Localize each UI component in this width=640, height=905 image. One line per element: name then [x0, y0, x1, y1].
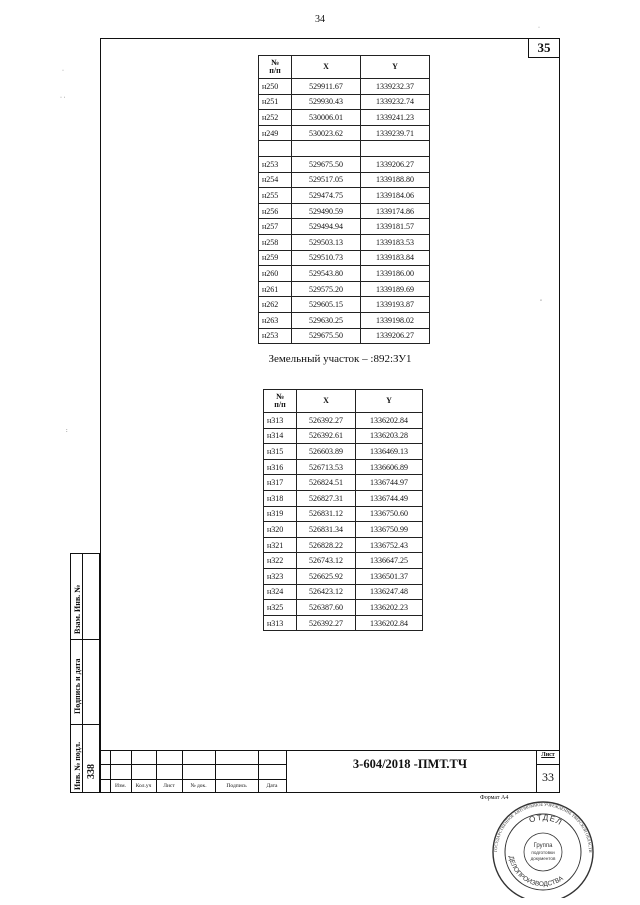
x-coordinate: 529675.50 [292, 328, 361, 344]
y-coordinate: 1339189.69 [361, 281, 430, 297]
stamp-center-line-1: Группа [533, 843, 553, 849]
point-number: н313 [264, 615, 297, 631]
table-row [259, 172, 430, 188]
x-coordinate: 529930.43 [292, 94, 361, 110]
header-x: X [297, 390, 356, 413]
y-coordinate: 1336744.97 [356, 475, 423, 491]
scan-speck: : [66, 428, 68, 434]
header-y: Y [356, 390, 423, 413]
table-row [264, 490, 423, 506]
table-header-row [264, 390, 423, 413]
x-coordinate: 529543.80 [292, 266, 361, 282]
point-number: н320 [264, 522, 297, 538]
table-row [264, 444, 423, 460]
point-number: н258 [259, 234, 292, 250]
table-row [264, 522, 423, 538]
x-coordinate: 526743.12 [297, 553, 356, 569]
y-coordinate: 1336750.60 [356, 506, 423, 522]
scan-speck: ◦ [540, 298, 543, 304]
y-coordinate: 1336501.37 [356, 568, 423, 584]
y-coordinate: 1339239.71 [361, 125, 430, 141]
vzam-inv-label: Взам. Инв. № [73, 584, 82, 634]
x-coordinate: 526423.12 [297, 584, 356, 600]
point-number: н260 [259, 266, 292, 282]
table-row [259, 281, 430, 297]
table-row [259, 125, 430, 141]
point-number: н324 [264, 584, 297, 600]
y-coordinate: 1339181.57 [361, 219, 430, 235]
y-coordinate: 1339184.06 [361, 188, 430, 204]
y-coordinate: 1336247.48 [356, 584, 423, 600]
point-number: н325 [264, 600, 297, 616]
point-number: н316 [264, 459, 297, 475]
table-row [259, 188, 430, 204]
y-coordinate [361, 141, 430, 157]
table-row [259, 234, 430, 250]
col-signature: Подпись [226, 783, 247, 789]
x-coordinate: 529510.73 [292, 250, 361, 266]
header-y: Y [361, 56, 430, 79]
point-number: н257 [259, 219, 292, 235]
y-coordinate: 1336606.89 [356, 459, 423, 475]
table-row [264, 584, 423, 600]
x-coordinate: 529503.13 [292, 234, 361, 250]
format-label: Формат А4 [480, 795, 509, 801]
x-coordinate: 526831.34 [297, 522, 356, 538]
x-coordinate: 529675.50 [292, 156, 361, 172]
table-row [264, 475, 423, 491]
x-coordinate: 529575.20 [292, 281, 361, 297]
point-number: н262 [259, 297, 292, 313]
point-number: н250 [259, 79, 292, 95]
sheet-label: Лист [541, 752, 555, 758]
x-coordinate: 529517.05 [292, 172, 361, 188]
col-doc-number: № док. [190, 783, 207, 789]
point-number: н256 [259, 203, 292, 219]
table-row [264, 600, 423, 616]
sheet-value: 33 [542, 770, 554, 784]
point-number: н253 [259, 156, 292, 172]
point-number: н319 [264, 506, 297, 522]
x-coordinate: 529494.94 [292, 219, 361, 235]
table-row [259, 297, 430, 313]
stamp-center-line-2: подготовки [531, 850, 555, 855]
scan-speck: · · [60, 95, 66, 101]
table-row [259, 141, 430, 157]
table-row [264, 615, 423, 631]
point-number: н321 [264, 537, 297, 553]
point-number: н251 [259, 94, 292, 110]
table-body [264, 413, 423, 631]
table-row [264, 553, 423, 569]
point-number: н253 [259, 328, 292, 344]
x-coordinate: 529474.75 [292, 188, 361, 204]
y-coordinate: 1339206.27 [361, 328, 430, 344]
x-coordinate: 526387.60 [297, 600, 356, 616]
table-row [259, 156, 430, 172]
y-coordinate: 1336647.25 [356, 553, 423, 569]
x-coordinate: 526603.89 [297, 444, 356, 460]
y-coordinate: 1339174.86 [361, 203, 430, 219]
point-number: н255 [259, 188, 292, 204]
col-izm: Изм. [115, 783, 126, 789]
y-coordinate: 1339183.53 [361, 234, 430, 250]
table-row [259, 312, 430, 328]
header-number: № п/п [264, 390, 297, 413]
x-coordinate: 526713.53 [297, 459, 356, 475]
point-number: н318 [264, 490, 297, 506]
col-list: Лист [163, 783, 175, 789]
coordinates-table-2 [263, 389, 423, 631]
x-coordinate: 526831.12 [297, 506, 356, 522]
table-row [259, 79, 430, 95]
point-number: н263 [259, 312, 292, 328]
y-coordinate: 1339186.00 [361, 266, 430, 282]
scan-speck: · [62, 68, 64, 74]
y-coordinate: 1336202.23 [356, 600, 423, 616]
y-coordinate: 1339232.74 [361, 94, 430, 110]
document-code: 3-604/2018 -ПМТ.ТЧ [352, 757, 468, 771]
x-coordinate: 530006.01 [292, 110, 361, 126]
signature-date-label: Подпись и дата [73, 658, 82, 714]
inv-original-value: 338 [86, 764, 97, 779]
stamp-center-line-3: документов [530, 856, 556, 861]
top-page-number: 34 [315, 14, 325, 25]
table-row [259, 250, 430, 266]
y-coordinate: 1336744.49 [356, 490, 423, 506]
stamp-outer-text: ГОСУДАРСТВЕННОЕ АВТОНОМНОЕ УЧРЕЖДЕНИЕ ТВЕРСКОЙ ОБЛАСТИ [492, 801, 594, 853]
svg-text:ОТДЕЛ [528, 813, 564, 827]
y-coordinate: 1339193.87 [361, 297, 430, 313]
table-row [264, 506, 423, 522]
y-coordinate: 1339188.80 [361, 172, 430, 188]
y-coordinate: 1336469.13 [356, 444, 423, 460]
col-date: Дата [266, 783, 278, 789]
header-number: № п/п [259, 56, 292, 79]
point-number: н261 [259, 281, 292, 297]
x-coordinate [292, 141, 361, 157]
point-number: н322 [264, 553, 297, 569]
y-coordinate: 1336202.84 [356, 413, 423, 429]
table-row [259, 219, 430, 235]
x-coordinate: 529490.59 [292, 203, 361, 219]
y-coordinate: 1336750.99 [356, 522, 423, 538]
x-coordinate: 530023.62 [292, 125, 361, 141]
point-number: н313 [264, 413, 297, 429]
inv-original-label: Инв. № подл. [73, 741, 82, 790]
sheet-number-box: 35 [528, 38, 560, 58]
y-coordinate: 1336752.43 [356, 537, 423, 553]
scan-speck: · [538, 25, 540, 31]
x-coordinate: 526392.27 [297, 413, 356, 429]
point-number: н249 [259, 125, 292, 141]
table-row [264, 537, 423, 553]
y-coordinate: 1339183.84 [361, 250, 430, 266]
table-row [259, 110, 430, 126]
point-number: н323 [264, 568, 297, 584]
y-coordinate: 1339198.02 [361, 312, 430, 328]
table-row [259, 328, 430, 344]
coordinates-table-1 [258, 55, 430, 344]
section-title: Земельный участок – :892:ЗУ1 [268, 353, 412, 365]
y-coordinate: 1339206.27 [361, 156, 430, 172]
table-body [259, 79, 430, 344]
stamp-dept-top: ОТДЕЛ [527, 812, 565, 828]
department-stamp [483, 800, 603, 898]
approval-strip [70, 553, 100, 793]
x-coordinate: 526828.22 [297, 537, 356, 553]
stamp-dept-bottom: ДЕЛОПРОИЗВОДСТВА [507, 855, 565, 889]
table-header-row [259, 56, 430, 79]
point-number: н254 [259, 172, 292, 188]
x-coordinate: 529911.67 [292, 79, 361, 95]
y-coordinate: 1339232.37 [361, 79, 430, 95]
point-number [259, 141, 292, 157]
point-number: н314 [264, 428, 297, 444]
x-coordinate: 526824.51 [297, 475, 356, 491]
y-coordinate: 1336202.84 [356, 615, 423, 631]
col-kol-uch: Кол.уч [135, 783, 152, 789]
x-coordinate: 526827.31 [297, 490, 356, 506]
y-coordinate: 1336203.28 [356, 428, 423, 444]
x-coordinate: 526392.27 [297, 615, 356, 631]
point-number: н317 [264, 475, 297, 491]
table-row [264, 459, 423, 475]
x-coordinate: 526392.61 [297, 428, 356, 444]
x-coordinate: 529605.15 [292, 297, 361, 313]
point-number: н315 [264, 444, 297, 460]
x-coordinate: 526625.92 [297, 568, 356, 584]
point-number: н252 [259, 110, 292, 126]
table-row [264, 428, 423, 444]
x-coordinate: 529630.25 [292, 312, 361, 328]
table-row [259, 94, 430, 110]
y-coordinate: 1339241.23 [361, 110, 430, 126]
table-row [259, 266, 430, 282]
table-row [264, 413, 423, 429]
table-row [259, 203, 430, 219]
table-row [264, 568, 423, 584]
point-number: н259 [259, 250, 292, 266]
header-x: X [292, 56, 361, 79]
